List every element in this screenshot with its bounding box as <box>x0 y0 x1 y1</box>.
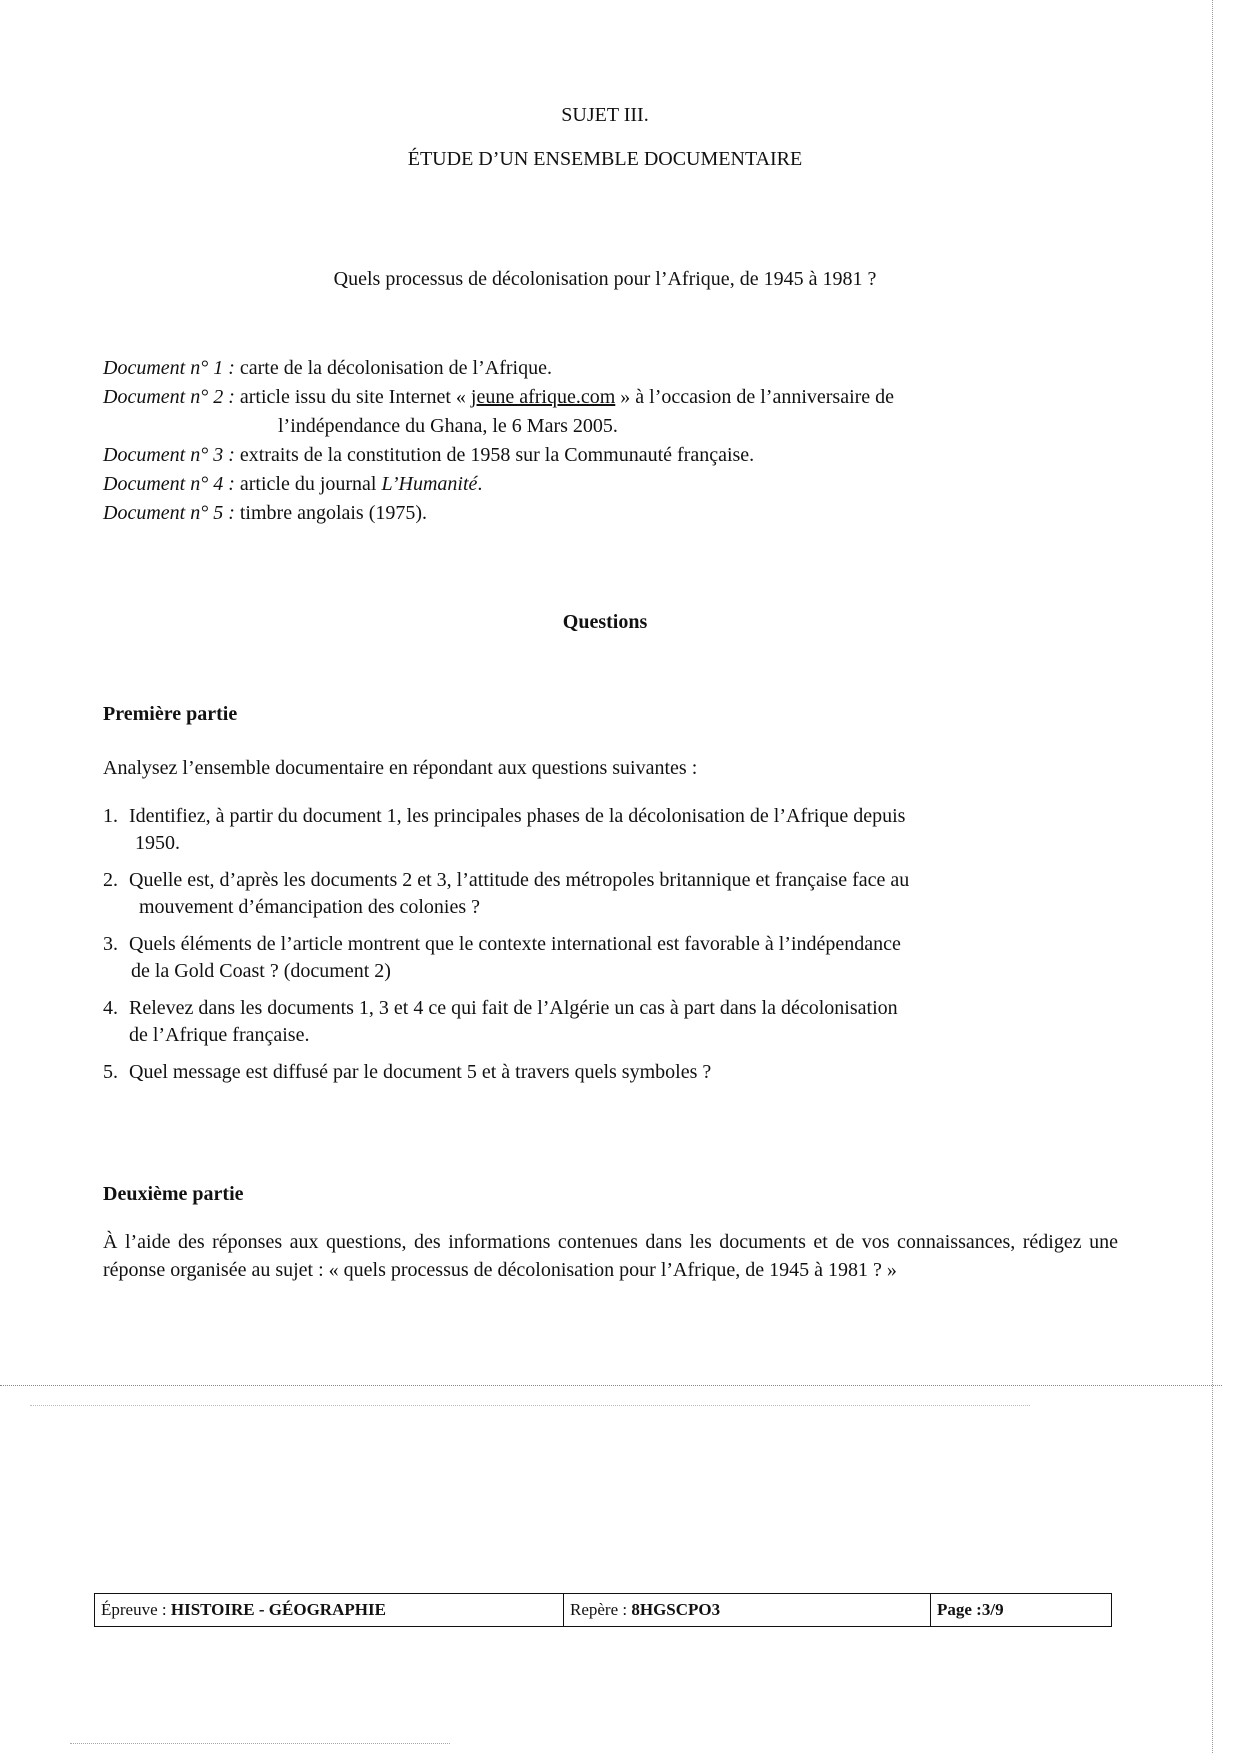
document-label: Document n° 1 : <box>103 357 235 379</box>
question-number: 4. <box>103 997 118 1019</box>
question-number: 5. <box>103 1061 118 1083</box>
questions-title: Questions <box>562 611 648 633</box>
newspaper-title: L’Humanité <box>381 473 478 495</box>
document-item-1 <box>103 354 1118 383</box>
question-item-5 <box>103 1059 1118 1086</box>
document-list <box>103 354 1118 528</box>
document-description: article issu du site Internet « <box>234 386 471 408</box>
document-description: » à l’occasion de l’anniversaire de <box>615 386 895 408</box>
exam-footer <box>94 1593 1112 1627</box>
question-number: 2. <box>103 869 118 891</box>
document-label: Document n° 5 : <box>103 502 235 524</box>
question-item-1 <box>103 803 1118 857</box>
footer-repere-cell <box>564 1594 931 1626</box>
scan-edge-line <box>70 1743 450 1744</box>
question-text-continued: de la Gold Coast ? (document 2) <box>131 960 391 982</box>
part2-instructions: À l’aide des réponses aux questions, des informations contenues dans les documents et de vos connaissances, rédigez une réponse organisée au sujet : « quels processus de décolonisation pour l’Afrique, de 1945 à 1981 ? » <box>103 1231 1118 1281</box>
document-description: timbre angolais (1975). <box>234 502 428 524</box>
question-number: 1. <box>103 805 118 827</box>
question-number: 3. <box>103 933 118 955</box>
document-item-5 <box>103 499 1118 528</box>
subject-number: SUJET III. <box>561 104 649 126</box>
part1-title: Première partie <box>103 703 238 725</box>
document-item-2-continuation: l’indépendance du Ghana, le 6 Mars 2005. <box>278 415 618 437</box>
document-label: Document n° 3 : <box>103 444 235 466</box>
document-label: Document n° 4 : <box>103 473 235 495</box>
question-text: Identifiez, à partir du document 1, les principales phases de la décolonisation de l’Afrique depuis <box>129 805 906 827</box>
question-text: Quel message est diffusé par le document 5 et à travers quels symboles ? <box>129 1061 712 1083</box>
scan-dotted-divider <box>0 1385 1222 1386</box>
document-item-3 <box>103 441 1118 470</box>
question-text-continued: mouvement d’émancipation des colonies ? <box>139 896 481 918</box>
document-description: extraits de la constitution de 1958 sur la Communauté française. <box>234 444 755 466</box>
part2-title: Deuxième partie <box>103 1183 244 1205</box>
scan-edge-line <box>1212 0 1213 1753</box>
website-link[interactable]: jeune afrique.com <box>470 386 616 408</box>
scan-dotted-divider <box>30 1405 1030 1406</box>
footer-repere-value: 8HGSCPO3 <box>631 1600 721 1619</box>
document-label: Document n° 2 : <box>103 386 235 408</box>
footer-page-value: 3/9 <box>981 1600 1004 1619</box>
question-text: Relevez dans les documents 1, 3 et 4 ce qui fait de l’Algérie un cas à part dans la décolonisation <box>129 997 898 1019</box>
question-item-2 <box>103 867 1118 921</box>
footer-page-label: Page : <box>937 1600 982 1619</box>
document-description-end: . <box>477 473 483 495</box>
question-text-continued: 1950. <box>135 832 180 854</box>
document-item-2 <box>103 383 1118 412</box>
question-text-continued: de l’Afrique française. <box>129 1024 310 1046</box>
question-text: Quels éléments de l’article montrent que le contexte international est favorable à l’indépendance <box>129 933 901 955</box>
question-item-3 <box>103 931 1118 985</box>
exercise-heading: ÉTUDE D’UN ENSEMBLE DOCUMENTAIRE <box>407 148 803 170</box>
question-item-4 <box>103 995 1118 1049</box>
question-text: Quelle est, d’après les documents 2 et 3, l’attitude des métropoles britannique et française face au <box>129 869 910 891</box>
problem-statement: Quels processus de décolonisation pour l’Afrique, de 1945 à 1981 ? <box>333 268 877 290</box>
document-description: article du journal <box>234 473 382 495</box>
part1-intro: Analysez l’ensemble documentaire en répondant aux questions suivantes : <box>103 757 698 779</box>
question-list <box>103 803 1118 1096</box>
footer-epreuve-value: HISTOIRE - GÉOGRAPHIE <box>170 1600 386 1619</box>
footer-epreuve-cell <box>95 1594 564 1626</box>
document-item-4 <box>103 470 1118 499</box>
footer-repere-label: Repère : <box>570 1600 628 1619</box>
document-description: carte de la décolonisation de l’Afrique. <box>234 357 552 379</box>
footer-page-cell <box>931 1594 1111 1626</box>
footer-epreuve-label: Épreuve : <box>101 1600 167 1619</box>
